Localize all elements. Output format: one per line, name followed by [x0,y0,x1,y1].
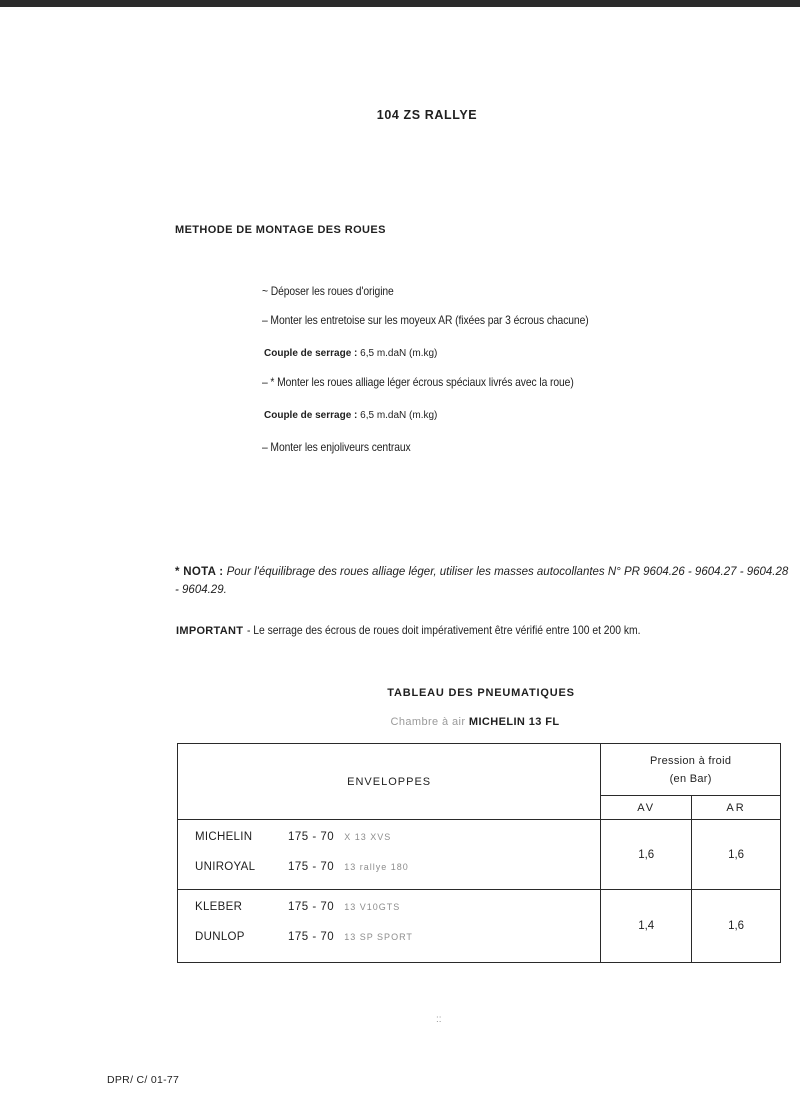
section-heading: METHODE DE MONTAGE DES ROUES [175,224,386,236]
tyre-brand: UNIROYAL [195,861,256,873]
torque-note-1 [264,348,437,359]
nota-label: * NOTA : [175,566,224,578]
tyre-size-value: 175 - 70 [288,931,335,943]
step-mount-spacers: – Monter les entretoise sur les moyeux AR (fixées par 3 écrous chacune) [262,313,589,327]
tyre-size-value: 175 - 70 [288,831,335,843]
tyre-size [288,831,391,843]
torque-value: 6,5 m.daN (m.kg) [360,410,438,421]
header-envelopes: ENVELOPPES [178,744,601,820]
tyre-ref: 13 V10GTS [344,902,401,912]
pressure-ar-group-2: 1,6 [692,890,781,963]
tyre-line [178,853,600,883]
important-text: - Le serrage des écrous de roues doit impérativement être vérifié entre 100 et 200 km. [246,623,641,637]
document-reference: DPR/ C/ 01-77 [107,1074,180,1086]
tyre-table [177,743,781,963]
tyre-size-value: 175 - 70 [288,861,335,873]
tyre-line [178,923,600,953]
nota-paragraph [175,563,795,599]
tyre-size [288,931,413,943]
header-pressure [601,744,781,796]
document-title: 104 ZS RALLYE [376,108,478,122]
table-subtitle-prefix: Chambre à air [390,716,466,728]
header-pressure-line2: (en Bar) [669,772,712,785]
tyre-line [178,893,600,923]
page-mark: :: [436,1014,442,1025]
tyre-ref: 13 SP SPORT [344,932,413,942]
tyre-brand: MICHELIN [195,831,253,843]
tyre-ref: 13 rallye 180 [344,862,409,872]
tyre-size [288,861,409,873]
torque-value: 6,5 m.daN (m.kg) [360,348,438,359]
torque-label: Couple de serrage : [264,348,358,359]
torque-label: Couple de serrage : [264,410,358,421]
torque-note-2 [264,410,437,421]
step-mount-hubcaps: – Monter les enjoliveurs centraux [262,440,411,454]
pressure-av-group-2: 1,4 [601,890,692,963]
tyre-line [178,823,600,853]
scan-top-edge [0,0,800,7]
table-title: TABLEAU DES PNEUMATIQUES [387,687,575,699]
nota-text: Pour l'équilibrage des roues alliage léger, utiliser les masses autocollantes N° PR 9604.26 - 9604.27 - 9604.28 - 9604.29. [175,566,789,596]
pressure-ar-group-1: 1,6 [692,820,781,890]
tyre-group-2 [178,890,601,963]
table-row [178,820,781,890]
important-label: IMPORTANT [176,625,244,637]
table-subtitle [0,716,800,728]
tyre-size [288,901,400,913]
important-paragraph [176,623,704,637]
tyre-brand: DUNLOP [195,931,245,943]
table-row [178,890,781,963]
header-av: AV [601,796,692,820]
tyre-size-value: 175 - 70 [288,901,335,913]
tyre-ref: X 13 XVS [344,832,392,842]
header-ar: AR [692,796,781,820]
table-subtitle-brand: MICHELIN 13 FL [468,716,560,728]
header-pressure-line1: Pression à froid [650,754,732,767]
step-mount-alloy-wheels: – * Monter les roues alliage léger écrous spéciaux livrés avec la roue) [262,375,574,389]
tyre-group-1 [178,820,601,890]
step-remove-wheels: ~ Déposer les roues d'origine [262,284,394,298]
tyre-brand: KLEBER [195,901,243,913]
pressure-av-group-1: 1,6 [601,820,692,890]
